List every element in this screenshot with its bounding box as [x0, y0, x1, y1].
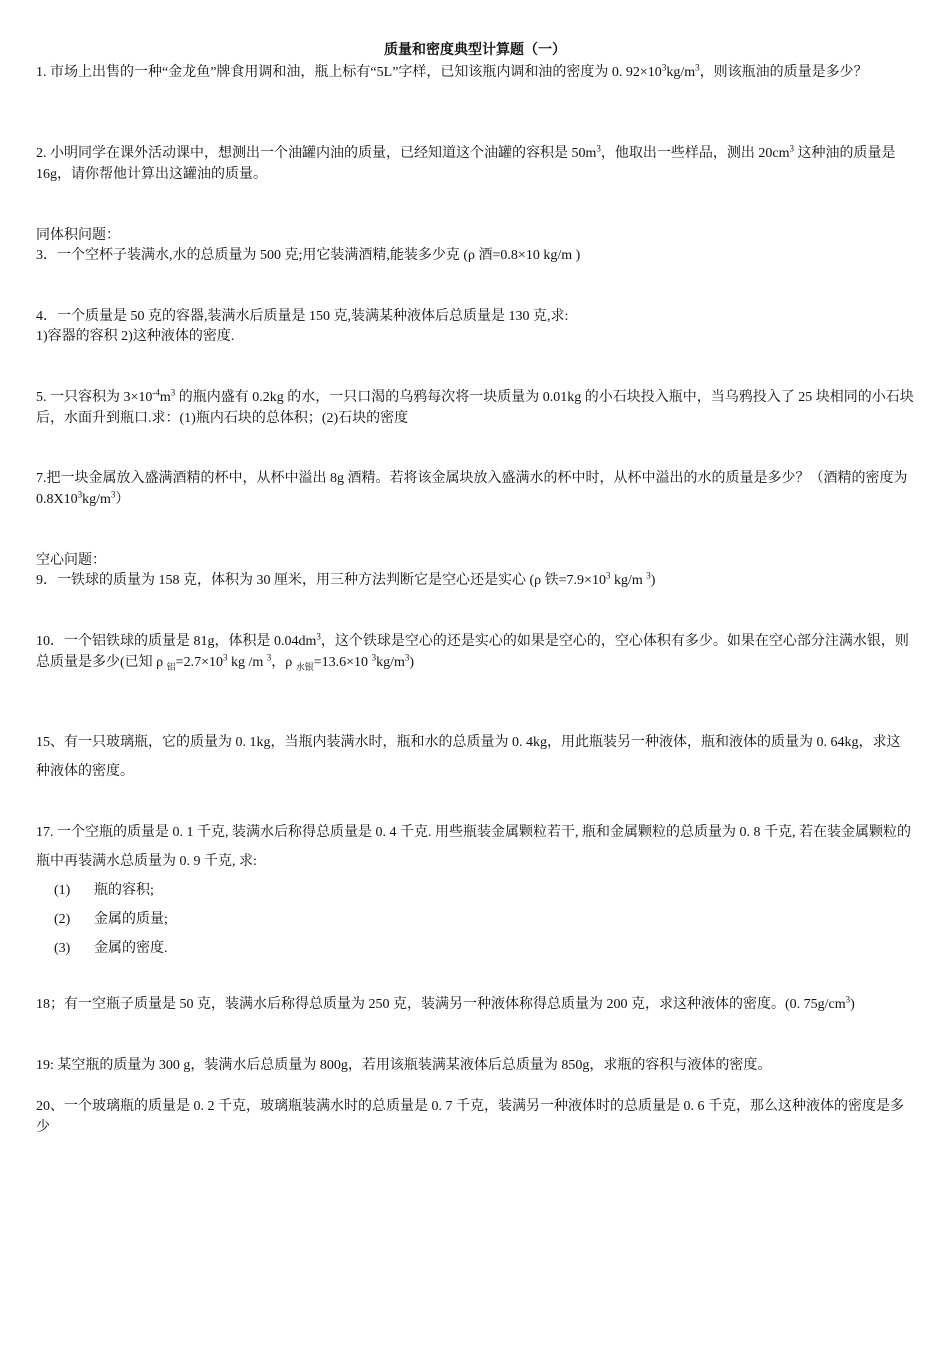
question-15: 15、有一只玻璃瓶，它的质量为 0. 1kg，当瓶内装满水时，瓶和水的总质量为 0. 4kg，用此瓶装另一种液体，瓶和液体的质量为 0. 64kg，求这种液体的密度。 — [36, 735, 901, 779]
question-1: 1. 市场上出售的一种“金龙鱼”牌食用调和油，瓶上标有“5L”字样，已知该瓶内调和油的密度为 0. $92\times 10^3kg/m^3$，则该瓶油的质量是多少？ — [36, 62, 868, 80]
question-4: 4．一个质量是 50 克的容器,装满水后质量是 150 克,装满某种液体后总质量是 130 克,求: — [36, 309, 569, 324]
question-9: 9．一铁球的质量为 158 克，体积为 30 厘米，用三种方法判断它是空心还是实心 (ρ 铁$=7.9\times 10^3$ kg/m $^3$) — [36, 570, 656, 588]
page-title: 质量和密度典型计算题（一） — [384, 43, 566, 58]
question-4-parts: 1)容器的容积 2)这种液体的密度. — [36, 329, 235, 344]
question-17: 17. 一个空瓶的质量是 0. 1 千克, 装满水后称得总质量是 0. 4 千克. 用些瓶装金属颗粒若干, 瓶和金属颗粒的总质量为 0. 8 千克, 若在装金属颗粒的瓶中再装满水总质量为 0. 9 千克, 求: — [36, 825, 911, 869]
question-10: 10．一个铝铁球的质量是 81g，体积是 $0.04dm^3$，这个铁球是空心的还是实心的如果是空心的，空心体积有多少。如果在空心部分注满水银，则总质量是多少(已知 ρ $_铝=2.7\times 10^3$ kg /m $^3$，ρ $_{水银}$=13.6×10 $^3kg/m^3$) — [36, 631, 909, 672]
question-18: 18；有一空瓶子质量是 50 克，装满水后称得总质量为 250 克，装满另一种液体称得总质量为 200 克，求这种液体的密度。(0. $75g/cm^3$) — [36, 994, 855, 1012]
question-17-item: (1) 瓶的容积; — [54, 883, 154, 898]
section-hollow: 空心问题： — [36, 553, 106, 568]
question-7: 7.把一块金属放入盛满酒精的杯中，从杯中溢出 8g 酒精。若将该金属块放入盛满水的杯中时，从杯中溢出的水的质量是多少？（酒精的密度为 $0.8X10^3kg/m^3$） — [36, 471, 908, 507]
question-17-item: (3) 金属的密度. — [54, 941, 168, 956]
question-5: 5. 一只容积为 $3\times 10^{-4}m^3$ 的瓶内盛有 0.2kg 的水，一只口渴的乌鸦每次将一块质量为 0.01kg 的小石块投入瓶中，当乌鸦投入了 25 块相同的小石块后，水面升到瓶口.求：(1)瓶内石块的总体积；(2)石块的密度 — [36, 387, 914, 426]
question-17-item: (2) 金属的质量; — [54, 912, 168, 927]
question-3: 3．一个空杯子装满水,水的总质量为 500 克;用它装满酒精,能装多少克 (ρ 酒=0.8×10 kg/m ) — [36, 248, 581, 263]
question-2: 2. 小明同学在课外活动课中，想测出一个油罐内油的质量，已经知道这个油罐的容积是 $50m^3$，他取出一些样品，测出 $20cm^3$ 这种油的质量是 16g，请你帮他计算出这罐油的质量。 — [36, 143, 896, 182]
section-same-volume: 同体积问题： — [36, 228, 120, 243]
question-20: 20、一个玻璃瓶的质量是 0. 2 千克，玻璃瓶装满水时的总质量是 0. 7 千克，装满另一种液体时的总质量是 0. 6 千克，那么这种液体的密度是多少 — [36, 1099, 904, 1135]
question-19: 19: 某空瓶的质量为 300 g，装满水后总质量为 800g，若用该瓶装满某液体后总质量为 850g，求瓶的容积与液体的密度。 — [36, 1058, 772, 1073]
